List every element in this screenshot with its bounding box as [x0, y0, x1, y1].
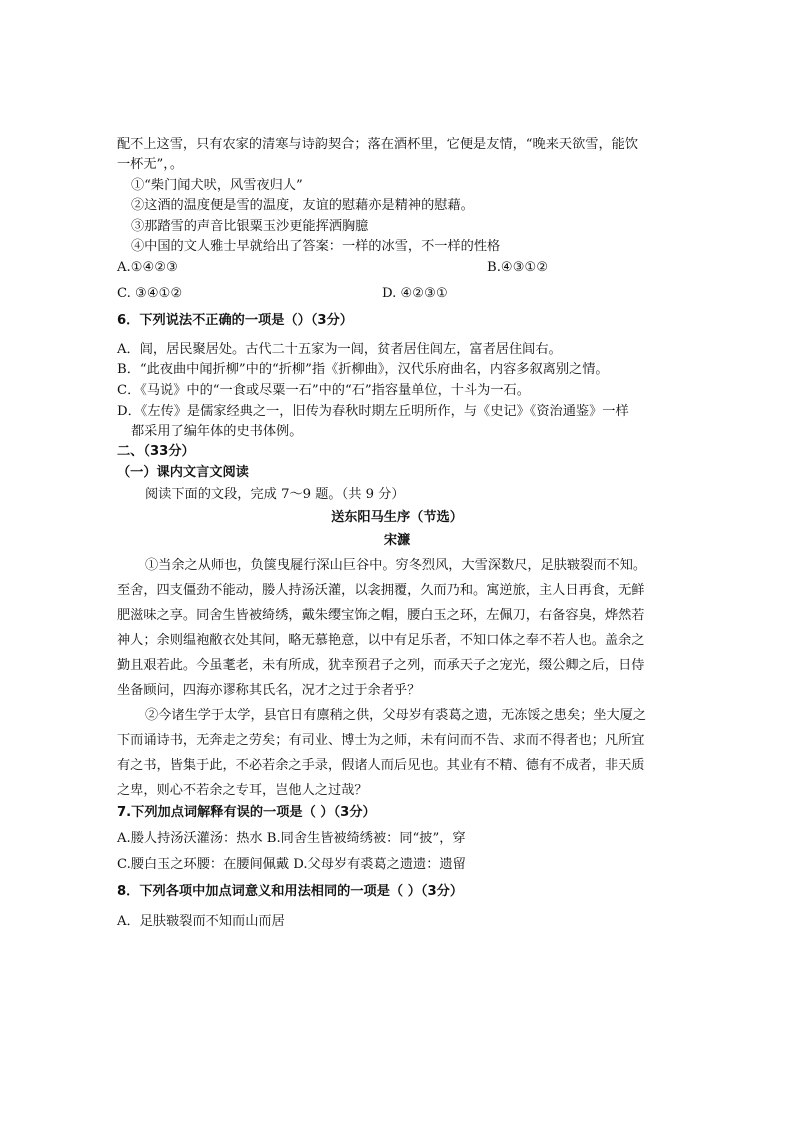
passage-title: 送东阳马生序（节选）	[331, 510, 463, 525]
q7-options-ab[interactable]: A.媵人持汤沃灌汤：热水 B.同舍生皆被绮绣被：同“披”，穿	[117, 831, 466, 846]
sentence-option-2: ②这酒的温度便是雪的温度，友谊的慰藉亦是精神的慰藉。	[131, 198, 474, 213]
section-heading: 二、（33分）	[117, 444, 195, 459]
q7-stem: 7.下列加点词解释有误的一项是（ ）（3分）	[117, 805, 376, 820]
passage-line: ①当余之从师也，负箧曳屣行深山巨谷中。穷冬烈风，大雪深数尺，足肤皲裂而不知。	[145, 558, 647, 573]
passage-line: 神人；余则缊袍敝衣处其间，略无慕艳意，以中有足乐者，不知口体之奉不若人也。盖余之	[117, 633, 645, 648]
q8-option-a[interactable]: A．足肤皲裂而不知而山而居	[117, 914, 285, 929]
q5-options-row2	[117, 285, 448, 303]
q5-option-b[interactable]: B.④③①②	[487, 260, 549, 275]
passage-line: ②今诸生学于太学，县官日有廪稍之供，父母岁有裘葛之遗，无冻馁之患矣；坐大厦之	[145, 708, 647, 723]
subsection-heading: （一）课内文言文阅读	[117, 465, 249, 480]
passage-line: 勤且艰若此。今虽耄老，未有所成，犹幸预君子之列，而承天子之宠光，缀公卿之后，日侍	[117, 658, 645, 673]
passage-line: 坐备顾问，四海亦谬称其氏名，况才之过于余者乎？	[117, 683, 421, 698]
sentence-option-3: ③那踏雪的声音比银粟玉沙更能挥洒胸臆	[131, 219, 369, 234]
instruction: 阅读下面的文段，完成 7～9 题。（共 9 分）	[145, 487, 405, 502]
passage-author: 宋濂	[383, 533, 411, 548]
q6-option-d-cont: 都采用了编年体的史书体例。	[131, 424, 303, 439]
q6-option-c[interactable]: C．《马说》中的“一食或尽粟一石”中的“石”指容量单位，十斗为一石。	[117, 383, 530, 398]
q5-option-c[interactable]: C. ③④①②	[117, 286, 183, 301]
q5-option-a[interactable]: A.①④②③	[117, 260, 179, 275]
passage-line: 有之书，皆集于此，不必若余之手录，假诸人而后见也。其业有不精、德有不成者，非天质	[117, 758, 645, 773]
q6-stem: 6．下列说法不正确的一项是（）（3分）	[117, 313, 353, 328]
passage-line: 肥滋味之享。同舍生皆被绮绣，戴朱缨宝饰之帽，腰白玉之环，左佩刀，右备容臭，烨然若	[117, 608, 645, 623]
q6-option-a[interactable]: A．闾，居民聚居处。古代二十五家为一闾，贫者居住闾左，富者居住闾右。	[117, 342, 562, 357]
passage-line: 之卑，则心不若余之专耳，岂他人之过哉？	[117, 783, 368, 798]
q5-option-d[interactable]: D. ④②③①	[382, 286, 448, 301]
q8-stem: 8．下列各项中加点词意义和用法相同的一项是（ ）（3分）	[117, 884, 464, 899]
q6-option-d[interactable]: D．《左传》是儒家经典之一，旧传为春秋时期左丘明所作，与《史记》《资治通鉴》一样	[117, 404, 629, 419]
sentence-option-1: ①“柴门闻犬吠，风雪夜归人”	[131, 178, 303, 193]
sentence-option-4: ④中国的文人雅士早就给出了答案：一样的冰雪，不一样的性格	[131, 239, 501, 254]
q6-option-b[interactable]: B．“此夜曲中闻折柳”中的“折柳”指《折柳曲》，汉代乐府曲名，内容多叙离别之情。	[117, 362, 609, 377]
passage-line: 至舍，四支僵劲不能动，媵人持汤沃灌，以衾拥覆，久而乃和。寓逆旅，主人日再食，无鲜	[117, 583, 645, 598]
passage-line: 下而诵诗书，无奔走之劳矣；有司业、博士为之师，未有问而不告、求而不得者也；凡所宜	[117, 733, 645, 748]
q7-options-cd[interactable]: C.腰白玉之环腰：在腰间佩戴 D.父母岁有裘葛之遗遗：遗留	[117, 857, 466, 872]
text-line: 一杯无”，。	[117, 157, 184, 172]
text-line: 配不上这雪，只有农家的清寒与诗韵契合；落在酒杯里，它便是友情，“晚来天欲雪，能饮	[117, 137, 639, 152]
q5-options-row1	[117, 259, 549, 277]
